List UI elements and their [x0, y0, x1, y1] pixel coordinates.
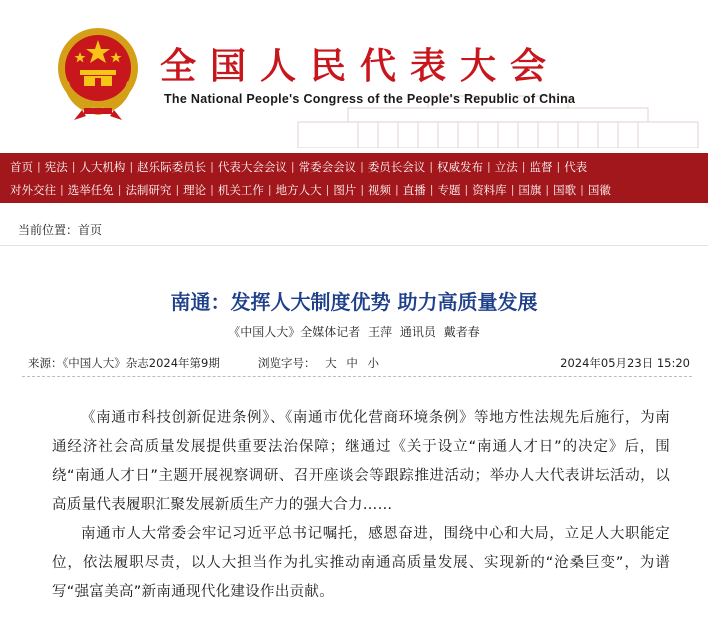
nav-row-1: [10, 155, 698, 178]
article-title: 南通：发挥人大制度优势 助力高质量发展: [170, 290, 538, 314]
nav-item[interactable]: 委员长会议: [367, 159, 426, 174]
article-paragraph: 《南通市科技创新促进条例》、《南通市优化营商环境条例》等地方性法规先后施行，为南通经济社会高质量发展提供重要法治保障；继通过《关于设立“南通人才日”的决定》后，围绕“南通人才日”主题开展视察调研、召开座谈会等跟踪推进活动；举办人大代表讲坛活动，以高质量代表履职汇聚发展新质生产力的强大合力……: [52, 410, 670, 513]
nav-item[interactable]: 代表: [564, 159, 588, 174]
nav-item[interactable]: 机关工作: [217, 182, 264, 197]
nav-separator: |: [37, 160, 41, 173]
nav-item[interactable]: 直播: [402, 182, 426, 197]
meta-divider: [22, 376, 692, 377]
nav-separator: |: [521, 160, 526, 173]
nav-separator: |: [267, 183, 272, 196]
breadcrumb: 当前位置：首页: [18, 223, 103, 237]
nav-item[interactable]: 国旗: [518, 182, 542, 197]
nav-separator: |: [556, 160, 561, 173]
site-header: [0, 0, 708, 148]
nav-separator: |: [580, 183, 584, 196]
nav-item[interactable]: 专题: [437, 182, 461, 197]
nav-item[interactable]: 对外交往: [10, 182, 56, 197]
nav-separator: |: [429, 160, 434, 173]
national-emblem-icon: [52, 22, 144, 122]
article-meta: [28, 355, 690, 373]
nav-item[interactable]: 常委会会议: [298, 159, 357, 174]
nav-item[interactable]: 选举任免: [67, 182, 114, 197]
font-size-medium-button[interactable]: 中: [346, 356, 358, 370]
nav-separator: |: [210, 183, 214, 196]
main-nav: [0, 153, 708, 203]
nav-item[interactable]: 法制研究: [125, 182, 172, 197]
nav-separator: |: [60, 183, 64, 196]
nav-item[interactable]: 视频: [368, 182, 392, 197]
nav-item[interactable]: 理论: [183, 182, 207, 197]
nav-item[interactable]: 监督: [529, 159, 553, 174]
nav-item[interactable]: 代表大会会议: [217, 159, 287, 174]
nav-separator: |: [71, 160, 76, 173]
font-size-switcher: [258, 355, 379, 371]
nav-separator: |: [395, 183, 399, 196]
nav-separator: |: [429, 183, 434, 196]
nav-item[interactable]: 宪法: [44, 159, 68, 174]
nav-separator: |: [487, 160, 491, 173]
nav-item[interactable]: 首页: [10, 159, 33, 174]
nav-item[interactable]: 国歌: [553, 182, 577, 197]
nav-separator: |: [117, 183, 122, 196]
nav-separator: |: [175, 183, 180, 196]
nav-item[interactable]: 资料库: [472, 182, 507, 197]
nav-row-2: [10, 178, 698, 201]
site-title[interactable]: 全国人民代表大会: [160, 46, 561, 87]
nav-separator: |: [360, 160, 364, 173]
article-datetime: 2024年05月23日 15:20: [560, 356, 690, 370]
nav-item[interactable]: 图片: [333, 182, 357, 197]
font-size-large-button[interactable]: 大: [325, 356, 337, 370]
article-byline: 《中国人大》全媒体记者 王萍 通讯员 戴者春: [228, 325, 480, 339]
nav-item[interactable]: 立法: [494, 159, 518, 174]
nav-item[interactable]: 国徽: [587, 182, 611, 197]
nav-separator: |: [464, 183, 469, 196]
nav-separator: |: [545, 183, 550, 196]
article-source: 来源：《中国人大》杂志2024年第9期: [28, 356, 220, 370]
nav-item[interactable]: 权威发布: [437, 159, 484, 174]
nav-separator: |: [325, 183, 330, 196]
nav-separator: |: [210, 160, 214, 173]
nav-separator: |: [129, 160, 134, 173]
font-size-small-button[interactable]: 小: [367, 356, 379, 370]
site-subtitle: The National People's Congress of the People's Republic of China: [164, 92, 576, 106]
article-body: [52, 404, 670, 607]
divider: [0, 245, 708, 246]
nav-separator: |: [360, 183, 365, 196]
font-size-label: 浏览字号：: [258, 356, 316, 370]
nav-separator: |: [290, 160, 295, 173]
article-paragraph: 南通市人大常委会牢记习近平总书记嘱托，感恩奋进，围绕中心和大局，立足人大职能定位，依法履职尽责，以人大担当作为扎实推动南通高质量发展、实现新的“沧桑巨变”，为谱写“强富美高”新南通现代化建设作出贡献。: [52, 526, 670, 600]
nav-item[interactable]: 人大机构: [79, 159, 126, 174]
nav-item[interactable]: 赵乐际委员长: [137, 159, 207, 174]
nav-separator: |: [510, 183, 515, 196]
nav-item[interactable]: 地方人大: [275, 182, 322, 197]
